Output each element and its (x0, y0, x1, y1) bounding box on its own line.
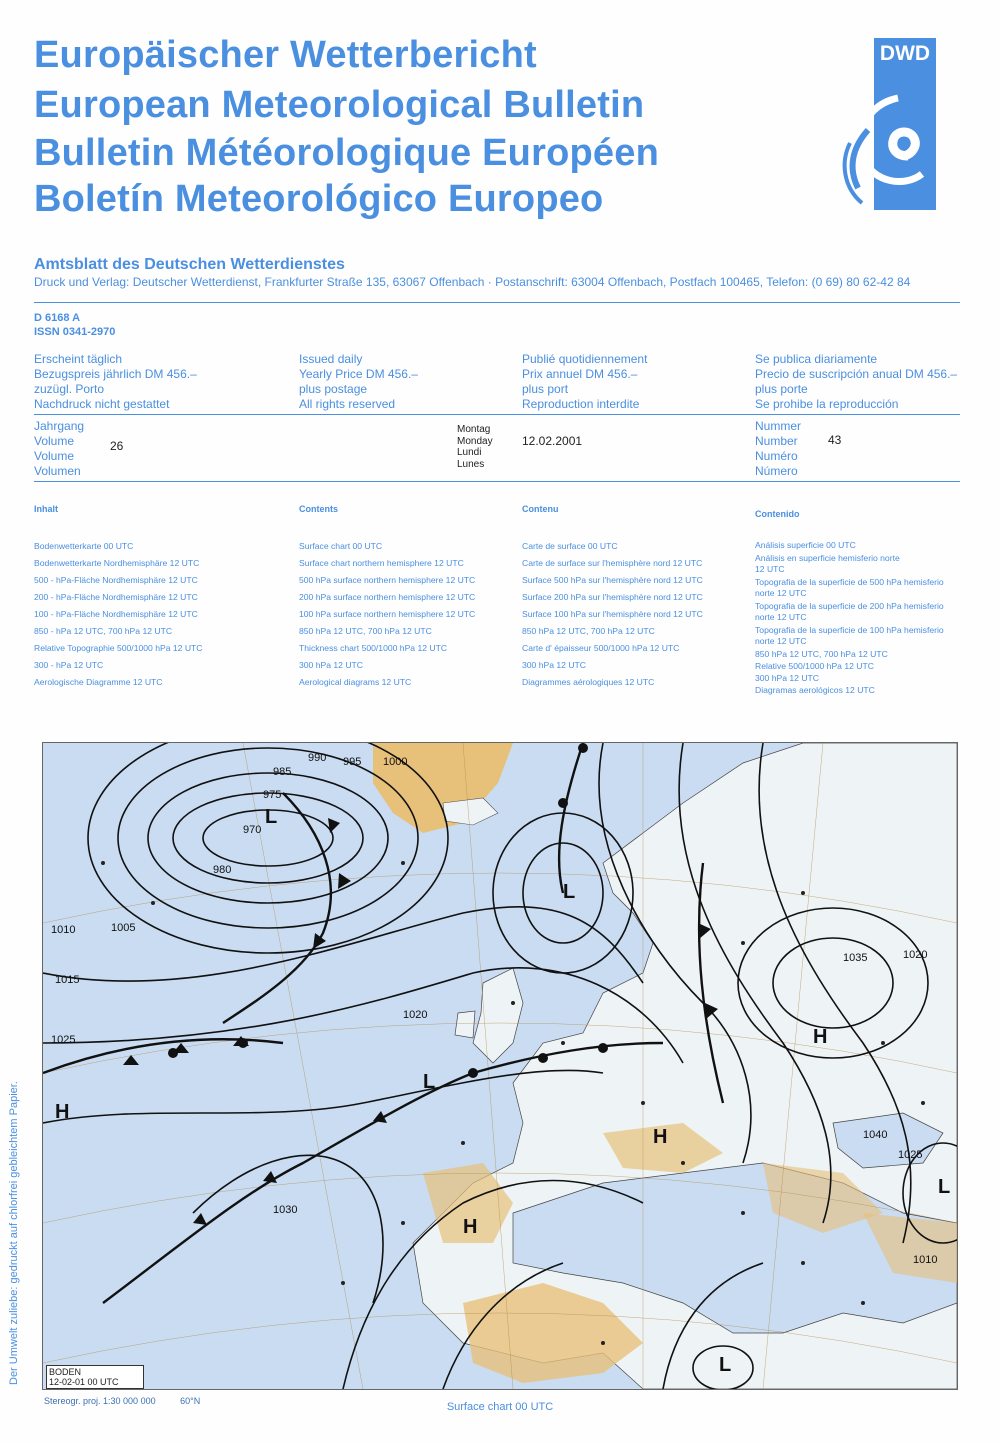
info-line: Issued daily (299, 352, 363, 366)
map-label-line: 12-02-01 00 UTC (49, 1377, 119, 1387)
isobar-label: 1005 (111, 922, 136, 934)
info-line: Nachdruck nicht gestattet (34, 397, 170, 411)
isobar-label: 1025 (898, 1149, 923, 1161)
contents-heading: Contents (299, 504, 338, 514)
isobar-label: 980 (213, 864, 232, 876)
info-line: Yearly Price DM 456.– (299, 367, 418, 381)
volume-labels (34, 419, 84, 479)
issue-date: 12.02.2001 (522, 434, 583, 448)
toc-item: Aerological diagrams 12 UTC (299, 677, 412, 687)
number-label: Number (755, 434, 798, 448)
dwd-logo (838, 38, 938, 210)
volume-label: Volumen (34, 464, 81, 478)
isobar-label: 1000 (383, 756, 408, 768)
toc-item: Topografia de la superficie de 100 hPa hemisferio norte 12 UTC (755, 625, 944, 646)
dwd-logo-text: DWD (879, 42, 931, 65)
toc-item: 850 - hPa 12 UTC, 700 hPa 12 UTC (34, 626, 173, 636)
info-line: Bezugspreis jährlich DM 456.– (34, 367, 197, 381)
toc-item: Topografia de la superficie de 500 hPa hemisferio norte 12 UTC (755, 577, 944, 598)
weekday-labels (457, 424, 493, 470)
isobar-label: 1015 (55, 974, 80, 986)
info-line: Erscheint täglich (34, 352, 123, 366)
map-label-line: BODEN (49, 1367, 82, 1377)
title-de: Europäischer Wetterbericht (34, 34, 537, 76)
latitude-text: 60°N (180, 1396, 201, 1406)
toc-item: Bodenwetterkarte 00 UTC (34, 541, 134, 551)
isobar-label: 1025 (51, 1034, 76, 1046)
info-line: Se publica diariamente (755, 352, 878, 366)
toc-item: 200 - hPa-Fläche Nordhemisphäre 12 UTC (34, 592, 198, 602)
toc-item: 100 - hPa-Fläche Nordhemisphäre 12 UTC (34, 609, 198, 619)
low-pressure-center: L (938, 1176, 951, 1198)
toc-item: Aerologische Diagramme 12 UTC (34, 677, 163, 687)
contents-es (755, 507, 955, 702)
toc-item: Topografia de la superficie de 200 hPa hemisferio norte 12 UTC (755, 601, 944, 622)
divider (34, 481, 960, 482)
toc-item: Carte de surface 00 UTC (522, 541, 618, 551)
title-en: European Meteorological Bulletin (34, 84, 645, 126)
toc-item: Relative 500/1000 hPa 12 UTC (755, 661, 874, 671)
info-line: plus porte (755, 382, 808, 396)
info-line: plus postage (299, 382, 368, 396)
title-es: Boletín Meteorológico Europeo (34, 178, 604, 220)
weekday-label: Lunes (457, 458, 485, 470)
map-label (46, 1365, 144, 1389)
number-labels (755, 419, 801, 479)
low-pressure-center: L (265, 806, 278, 828)
toc-item: 300 - hPa 12 UTC (34, 660, 104, 670)
isobar-label: 1030 (273, 1204, 298, 1216)
info-en (299, 352, 418, 412)
isobar-label: 990 (308, 752, 327, 764)
weekday-label: Monday (457, 435, 493, 447)
toc-item: 100 hPa surface northern hemisphere 12 UTC (299, 609, 476, 619)
weekday-label: Montag (457, 424, 491, 435)
high-pressure-center: H (55, 1101, 70, 1123)
isobar-label: 995 (343, 756, 362, 768)
volume-label: Jahrgang (34, 419, 85, 433)
info-line: Precio de suscripción anual DM 456.– (755, 367, 958, 381)
number-label: Nummer (755, 419, 802, 433)
low-pressure-center: L (423, 1071, 436, 1093)
toc-item: Bodenwetterkarte Nordhemisphäre 12 UTC (34, 558, 200, 568)
toc-item: Análisis superficie 00 UTC (755, 540, 856, 550)
volume-value: 26 (110, 439, 124, 453)
info-line: plus port (522, 382, 569, 396)
map-caption: Surface chart 00 UTC (446, 1401, 554, 1413)
toc-item: 300 hPa 12 UTC (299, 660, 364, 670)
info-de (34, 352, 197, 412)
toc-item: Carte de surface sur l'hemisphère nord 12 UTC (522, 558, 703, 568)
dwd-spiral-logo-icon (838, 38, 938, 210)
info-line: Publié quotidiennement (522, 352, 648, 366)
low-pressure-center: L (563, 881, 576, 903)
d-number: D 6168 A (34, 312, 81, 324)
toc-item: Análisis en superficie hemisferio norte 12 UTC (755, 553, 900, 574)
contents-en (299, 502, 475, 691)
isobar-label: 1040 (863, 1129, 888, 1141)
toc-item: Surface 500 hPa sur l'hemisphère nord 12 UTC (522, 575, 703, 585)
toc-item: 500 - hPa-Fläche Nordhemisphäre 12 UTC (34, 575, 198, 585)
toc-item: Diagramas aerológicos 12 UTC (755, 685, 875, 695)
high-pressure-center: H (653, 1126, 668, 1148)
title-fr: Bulletin Météorologique Européen (34, 132, 659, 174)
toc-item: Surface 100 hPa sur l'hemisphère nord 12 UTC (522, 609, 703, 619)
volume-label: Volume (34, 434, 75, 448)
info-line: zuzügl. Porto (34, 382, 105, 396)
contents-heading: Contenido (755, 509, 800, 519)
low-pressure-center: L (719, 1354, 732, 1376)
toc-item: Diagrammes aérologiques 12 UTC (522, 677, 655, 687)
contents-de (34, 502, 203, 691)
toc-item: 850 hPa 12 UTC, 700 hPa 12 UTC (299, 626, 432, 636)
projection-text: Stereogr. proj. 1:30 000 000 (44, 1396, 156, 1406)
divider (34, 414, 960, 415)
side-note: Der Umwelt zuliebe: gedruckt auf chlorfrei gebleichtem Papier. (8, 1081, 20, 1385)
info-es (755, 352, 957, 412)
volume-label: Volume (34, 449, 75, 463)
toc-item: Relative Topographie 500/1000 hPa 12 UTC (34, 643, 203, 653)
info-fr (522, 352, 647, 412)
isobar-label: 1010 (51, 924, 76, 936)
isobar-label: 1020 (903, 949, 928, 961)
toc-item: 500 hPa surface northern hemisphere 12 UTC (299, 575, 476, 585)
high-pressure-center: H (813, 1026, 828, 1048)
high-pressure-center: H (463, 1216, 478, 1238)
isobar-label: 985 (273, 766, 292, 778)
issn: ISSN 0341-2970 (34, 326, 116, 338)
toc-item: Carte d' épaisseur 500/1000 hPa 12 UTC (522, 643, 680, 653)
map-svg (43, 743, 957, 1389)
info-line: Se prohibe la reproducción (755, 397, 899, 411)
number-label: Numéro (755, 449, 798, 463)
isobar-label: 1035 (843, 952, 868, 964)
info-line: Prix annuel DM 456.– (522, 367, 638, 381)
toc-item: Surface chart northern hemisphere 12 UTC (299, 558, 464, 568)
contents-fr (522, 502, 703, 691)
publisher-name: Amtsblatt des Deutschen Wetterdienstes (34, 256, 345, 273)
isobar-label: 975 (263, 789, 282, 801)
divider (34, 302, 960, 303)
toc-item: 850 hPa 12 UTC, 700 hPa 12 UTC (755, 649, 888, 659)
surface-chart-map (42, 742, 958, 1390)
toc-item: Thickness chart 500/1000 hPa 12 UTC (299, 643, 448, 653)
toc-item: Surface chart 00 UTC (299, 541, 383, 551)
isobar-label: 1010 (913, 1254, 938, 1266)
toc-item: Surface 200 hPa sur l'hemisphère nord 12 UTC (522, 592, 703, 602)
publisher-address: Druck und Verlag: Deutscher Wetterdienst, Frankfurter Straße 135, 63067 Offenbach · Postanschrift: 63004 Offenbach, Postfach 100465, Telefon: (0 69) 80 62-42 84 (34, 275, 911, 289)
info-line: Reproduction interdite (522, 397, 640, 411)
info-line: All rights reserved (299, 397, 396, 411)
toc-item: 200 hPa surface northern hemisphere 12 UTC (299, 592, 476, 602)
toc-item: 300 hPa 12 UTC (522, 660, 587, 670)
number-label: Número (755, 464, 798, 478)
isobar-label: 1020 (403, 1009, 428, 1021)
weekday-label: Lundi (457, 447, 482, 458)
isobar-label: 970 (243, 824, 262, 836)
toc-item: 300 hPa 12 UTC (755, 673, 820, 683)
contents-heading: Inhalt (34, 504, 58, 514)
toc-item: 850 hPa 12 UTC, 700 hPa 12 UTC (522, 626, 655, 636)
contents-heading: Contenu (522, 504, 559, 514)
number-value: 43 (828, 433, 842, 447)
